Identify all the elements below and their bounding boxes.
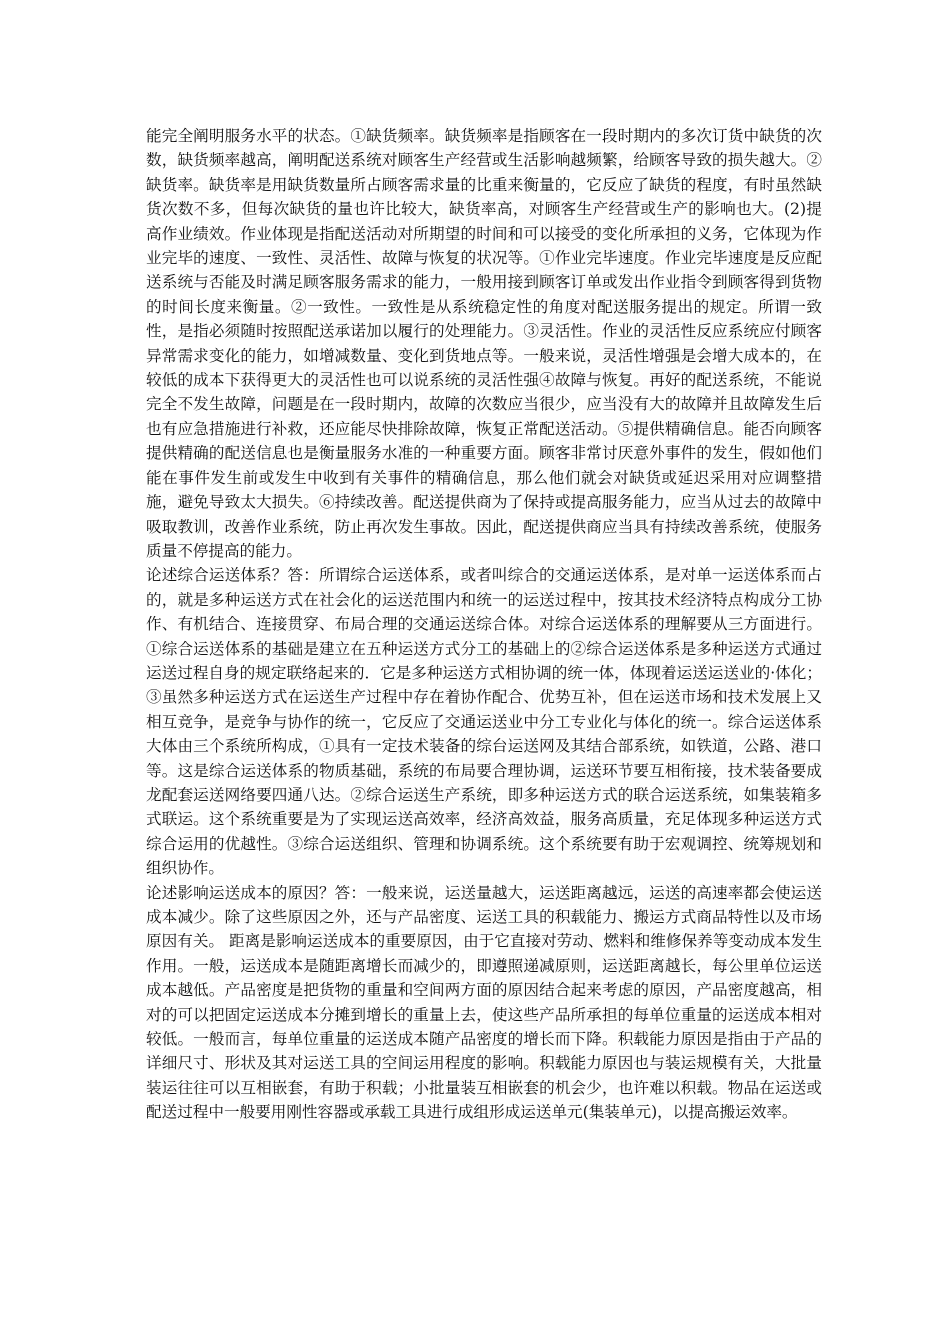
paragraph-integrated-transport: 论述综合运送体系？答：所谓综合运送体系，或者叫综合的交通运送体系，是对单一运送体系而占的，就是多种运送方式在社会化的运送范围内和统一的运送过程中，按其技术经济特点构成分工协作、有机结合、连接贯穿、布局合理的交通运送综合体。对综合运送体系的理解要从三方面进行。①综合运送体系的基础是建立在五种运送方式分工的基础上的②综合运送体系是多种运送方式通过运送过程自身的规定联络起来的．它是多种运送方式相协调的统一体，体现着运送运送业的·体化；③虽然多种运送方式在运送生产过程中存在着协作配合、优势互补，但在运送市场和技术发展上又相互竞争，是竞争与协作的统一，它反应了交通运送业中分工专业化与体化的统一。综合运送体系大体由三个系统所构成，①具有一定技术装备的综台运送网及其结合部系统，如铁道，公路、港口等。这是综合运送体系的物质基础，系统的布局要合理协调，运送环节要互相衔接，技术装备要成龙配套运送网络要四通八达。②综合运送生产系统，即多种运送方式的联合运送系统，如集装箱多式联运。这个系统重要是为了实现运送高效率，经济高效益，服务高质量，充足体现多种运送方式综合运用的优越性。③综合运送组织、管理和协调系统。这个系统要有助于宏观调控、统筹规划和组织协作。 bbox=[146, 566, 822, 878]
document-body bbox=[146, 124, 822, 1125]
paragraph-service-level: 能完全阐明服务水平的状态。①缺货频率。缺货频率是指顾客在一段时期内的多次订货中缺货的次数，缺货频率越高，阐明配送系统对顾客生产经营或生活影响越频繁，给顾客导致的损失越大。②缺货率。缺货率是用缺货数量所占顾客需求量的比重来衡量的，它反应了缺货的程度，有时虽然缺货次数不多，但每次缺货的量也许比较大，缺货率高，对顾客生产经营或生产的影响也大。(2)提高作业绩效。作业体现是指配送活动对所期望的时间和可以接受的变化所承担的义务，它体现为作业完毕的速度、一致性、灵活性、故障与恢复的状况等。①作业完毕速度。作业完毕速度是反应配送系统与否能及时满足顾客服务需求的能力，一般用接到顾客订单或发出作业指令到顾客得到货物的时间长度来衡量。②一致性。一致性是从系统稳定性的角度对配送服务提出的规定。所谓一致性，是指必须随时按照配送承诺加以履行的处理能力。③灵活性。作业的灵活性反应系统应付顾客异常需求变化的能力，如增减数量、变化到货地点等。一般来说，灵活性增强是会增大成本的，在较低的成本下获得更大的灵活性也可以说系统的灵活性强④故障与恢复。再好的配送系统，不能说完全不发生故障，问题是在一段时期内，故障的次数应当很少，应当没有大的故障并且故障发生后也有应急措施进行补救，还应能尽快排除故障，恢复正常配送活动。⑤提供精确信息。能否向顾客提供精确的配送信息也是衡量服务水准的一种重要方面。顾客非常讨厌意外事件的发生，假如他们能在事件发生前或发生中收到有关事件的精确信息，那么他们就会对缺货或延迟采用对应调整措施，避免导致太大损失。⑥持续改善。配送提供商为了保持或提高服务能力，应当从过去的故障中吸取教训，改善作业系统，防止再次发生事故。因此，配送提供商应当具有持续改善系统，使服务质量不停提高的能力。 bbox=[146, 127, 822, 560]
paragraph-transport-cost: 论述影响运送成本的原因？答：一般来说，运送量越大，运送距离越远，运送的高速率都会使运送成本减少。除了这些原因之外，还与产品密度、运送工具的积载能力、搬运方式商品特性以及市场原因有关。 距离是影响运送成本的重要原因，由于它直接对劳动、燃料和维修保养等变动成本发生作用。一般，运送成本是随距离增长而减少的，即遵照递减原则，运送距离越长，每公里单位运送成本越低。产品密度是把货物的重量和空间两方面的原因结合起来考虑的原因，产品密度越高，相对的可以把固定运送成本分摊到增长的重量上去，使这些产品所承担的每单位重量的运送成本相对较低。一般而言，每单位重量的运送成本随产品密度的增长而下降。积载能力原因是指由于产品的详细尺寸、形状及其对运送工具的空间运用程度的影响。积载能力原因也与装运规模有关，大批量装运往往可以互相嵌套，有助于积载；小批量装互相嵌套的机会少，也许难以积载。物品在运送或配送过程中一般要用刚性容器或承载工具进行成组形成运送单元(集装单元)，以提高搬运效率。 bbox=[146, 883, 822, 1122]
